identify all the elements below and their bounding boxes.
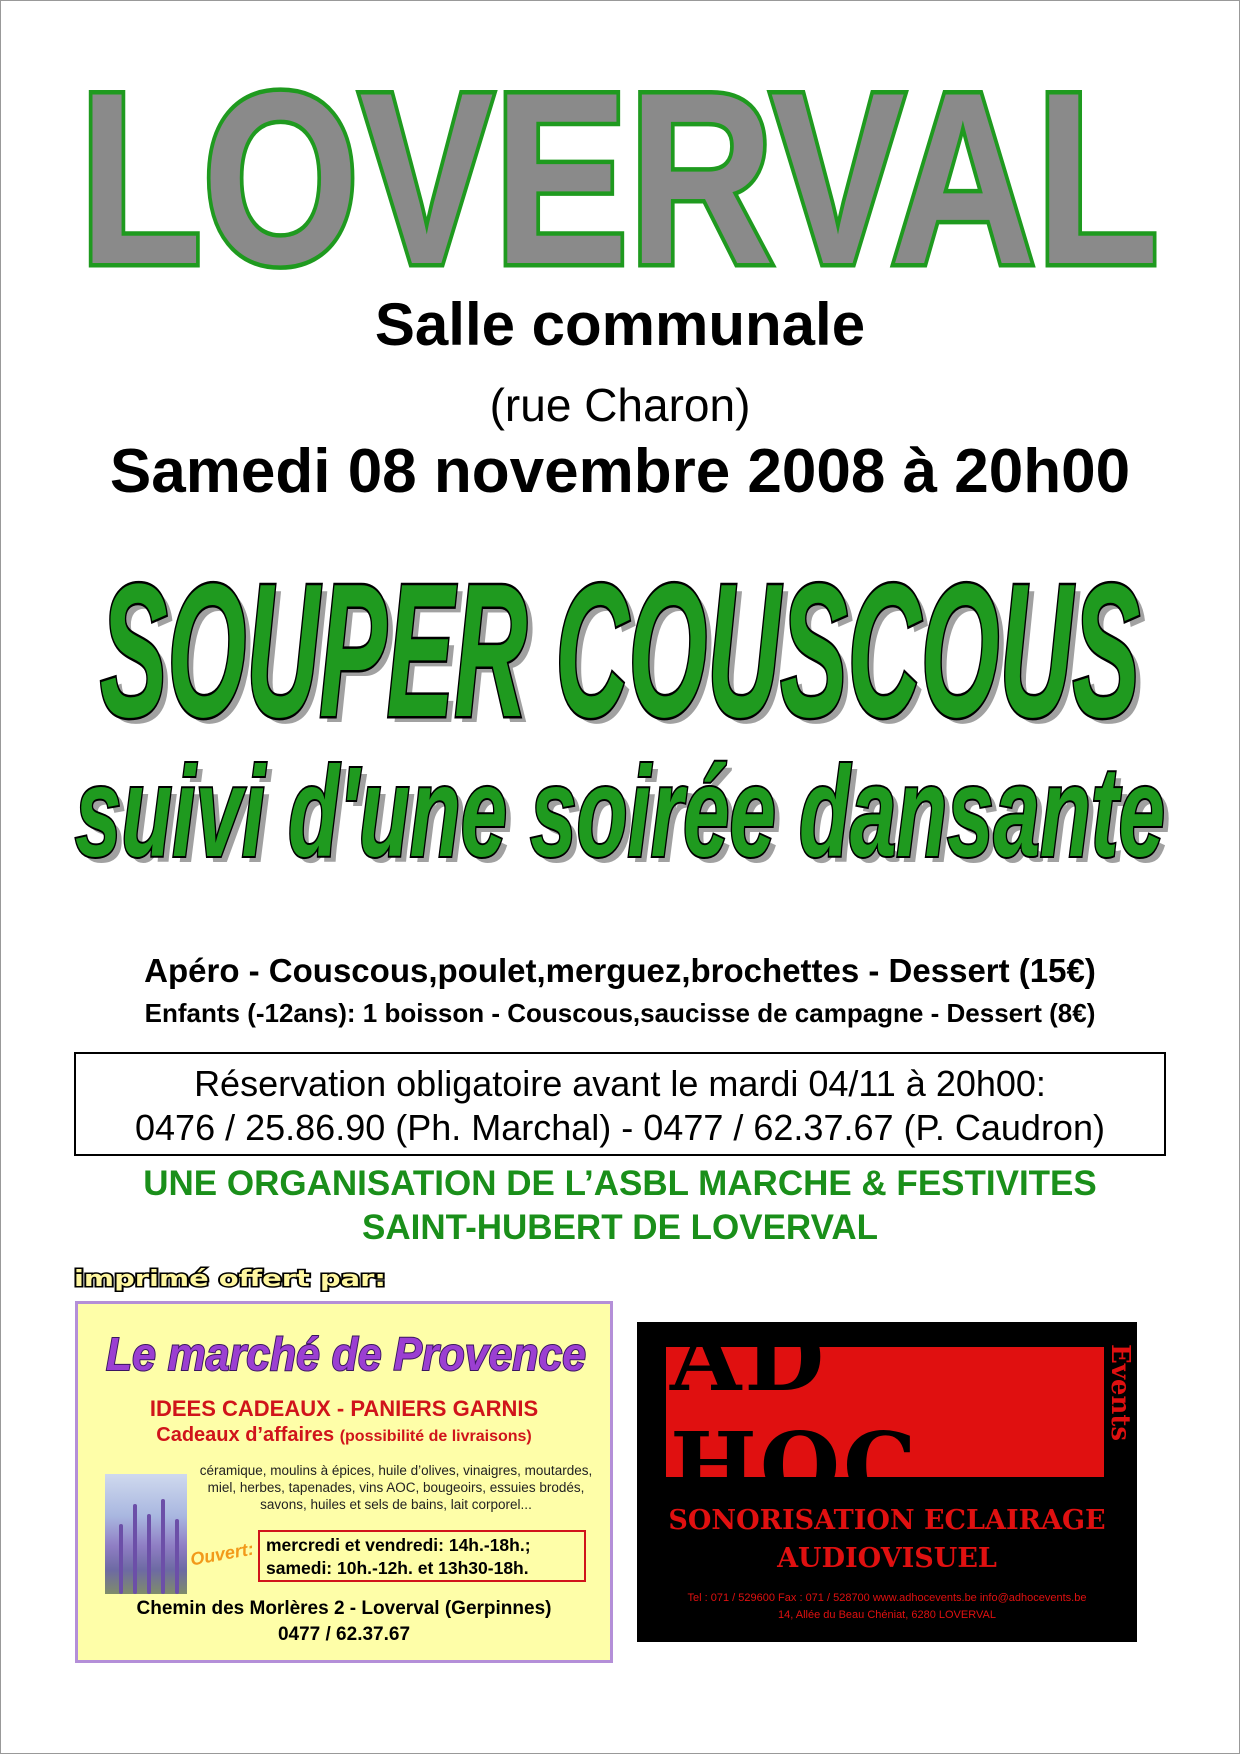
venue-name: Salle communale	[374, 291, 866, 358]
reservation-line1: Réservation obligatoire avant le mardi 04/11 à 20h00:	[194, 1063, 1046, 1104]
ad-adhoc	[637, 1304, 1137, 1642]
title-line2-shadow: suivi d'une soirée dansante	[81, 747, 1171, 890]
main-title	[60, 530, 1180, 890]
reservation-box	[74, 1052, 1166, 1156]
adhoc-services-line1: SONORISATION ECLAIRAGE	[668, 1505, 1106, 1536]
title-line1-shadow: SOUPER COUSCOUS	[106, 551, 1146, 763]
provence-line2-note: (possibilité de livraisons)	[339, 1428, 532, 1445]
adhoc-events: Events	[1105, 1344, 1135, 1442]
adhoc-logo-box	[666, 1304, 1104, 1520]
title-line2: suivi d'une soirée dansante	[75, 741, 1165, 884]
adhoc-contact-line2: 14, Allée du Beau Chéniat, 6280 LOVERVAL	[778, 1609, 996, 1621]
provence-hours-line2: samedi: 10h.-12h. et 13h30-18h.	[266, 1558, 529, 1578]
adhoc-contact-line1: Tel : 071 / 529600 Fax : 071 / 528700 www.adhocevents.be info@adhocevents.be	[687, 1592, 1087, 1604]
menu-child: Enfants (-12ans): 1 boisson - Couscous,saucisse de campagne - Dessert (8€)	[144, 998, 1096, 1028]
provence-address: Chemin des Morlères 2 - Loverval (Gerpinnes)	[136, 1598, 552, 1619]
event-date: Samedi 08 novembre 2008 à 20h00	[109, 437, 1131, 506]
provence-open-label: Ouvert:	[188, 1538, 256, 1570]
reservation-line2: 0476 / 25.86.90 (Ph. Marchal) - 0477 / 62.37.67 (P. Caudron)	[135, 1107, 1105, 1148]
adhoc-services	[637, 1502, 1137, 1578]
provence-products: céramique, moulins à épices, huile d’olives, vinaigres, moutardes, miel, herbes, tapenades, vins AOC, bougeoirs, essuies brodés, savons, huiles et sels de bains, lait corporel...	[199, 1463, 593, 1512]
provence-name	[96, 1314, 596, 1384]
sponsor-heading	[72, 1263, 392, 1293]
sponsor-heading-text: imprimé offert par:	[74, 1267, 386, 1292]
adhoc-services-line2: AUDIOVISUEL	[777, 1543, 997, 1574]
provence-hours-line1: mercredi et vendredi: 14h.-18h.;	[266, 1535, 531, 1555]
provence-line2	[78, 1424, 610, 1447]
venue-street: (rue Charon)	[489, 379, 751, 431]
provence-line1: IDEES CADEAUX - PANIERS GARNIS	[149, 1396, 539, 1421]
organizer-line1: UNE ORGANISATION DE L’ASBL MARCHE & FESTIVITES	[143, 1164, 1097, 1203]
provence-hours	[258, 1530, 586, 1582]
menu-adult: Apéro - Couscous,poulet,merguez,brochettes - Dessert (15€)	[144, 952, 1096, 989]
adhoc-contact	[637, 1590, 1137, 1624]
organizer	[0, 1162, 1240, 1250]
provence-line2-main: Cadeaux d’affaires	[156, 1424, 335, 1446]
lavender-photo	[105, 1474, 187, 1594]
title-line1: SOUPER COUSCOUS	[100, 545, 1140, 757]
town-title	[62, 58, 1176, 288]
town-title-text: LOVERVAL	[79, 58, 1159, 288]
provence-name-text: Le marché de Provence	[106, 1328, 586, 1380]
organizer-line2: SAINT-HUBERT DE LOVERVAL	[362, 1208, 878, 1247]
ad-provence	[75, 1301, 613, 1663]
provence-phone: 0477 / 62.37.67	[277, 1624, 411, 1645]
adhoc-logo: AD HOC	[670, 1304, 920, 1520]
